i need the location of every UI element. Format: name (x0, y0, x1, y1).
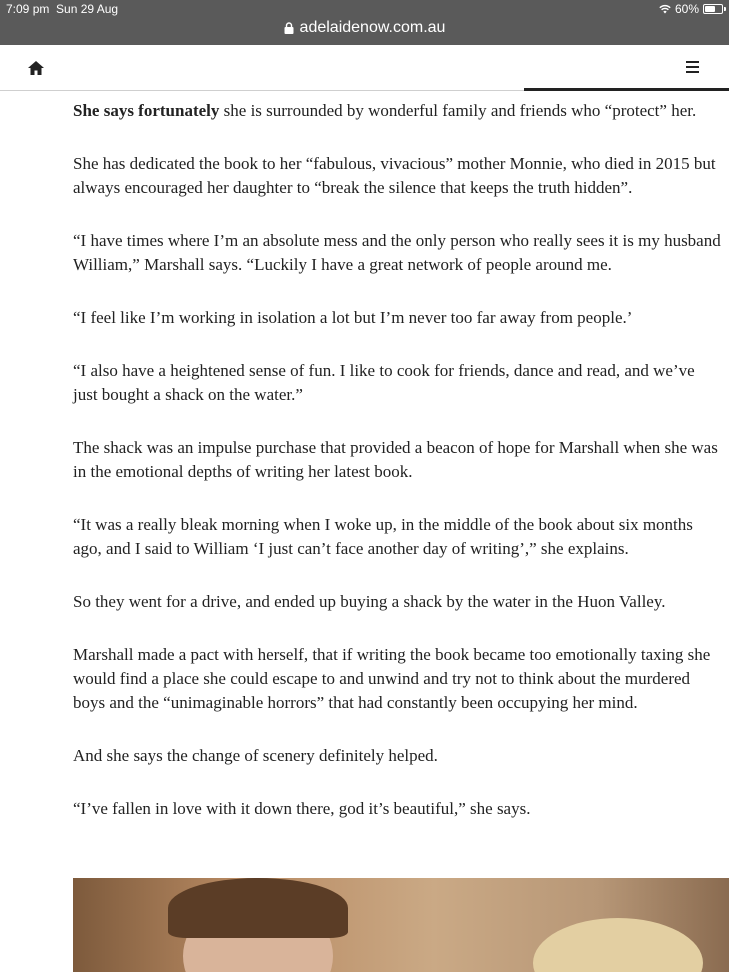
article-paragraph: “It was a really bleak morning when I woke up, in the middle of the book about six months ago, and I said to William ‘I just can’t face another day of writing’,” she explains. (73, 515, 693, 558)
status-time-date (6, 2, 118, 16)
paragraph-bold-lead: She says fortunately (73, 101, 220, 120)
status-time: 7:09 pm (6, 2, 50, 16)
article-paragraph: “I feel like I’m working in isolation a lot but I’m never too far away from people.’ (73, 308, 633, 327)
nav-scroll-indicator (524, 88, 729, 91)
status-date: Sun 29 Aug (56, 2, 119, 16)
article-body (73, 99, 723, 850)
article-paragraph: “I have times where I’m an absolute mess and the only person who really sees it is my husband William,” Marshall says. “Luckily I have a great network of people around me. (73, 231, 721, 274)
article-paragraph: “I also have a heightened sense of fun. I like to cook for friends, dance and read, and we’ve just bought a shack on the water.” (73, 361, 695, 404)
article-paragraph: She has dedicated the book to her “fabulous, vivacious” mother Monnie, who died in 2015 but always encouraged her daughter to “break the silence that keeps the truth hidden”. (73, 154, 716, 197)
home-icon[interactable] (26, 58, 46, 78)
article-photo[interactable] (73, 878, 729, 972)
article-paragraph: So they went for a drive, and ended up buying a shack by the water in the Huon Valley. (73, 592, 666, 611)
article-paragraph: And she says the change of scenery definitely helped. (73, 746, 438, 765)
status-bar (0, 0, 729, 45)
article-paragraph: “I’ve fallen in love with it down there, god it’s beautiful,” she says. (73, 799, 531, 818)
battery-icon (703, 4, 723, 14)
article-paragraph: The shack was an impulse purchase that provided a beacon of hope for Marshall when she was in the emotional depths of writing her latest book. (73, 438, 718, 481)
wifi-icon (659, 4, 671, 14)
battery-fill (705, 6, 715, 12)
photo-person-hair (168, 878, 348, 938)
battery-percent: 60% (674, 2, 699, 16)
url-text: adelaidenow.com.au (299, 19, 446, 36)
address-bar[interactable] (0, 17, 729, 39)
article-paragraph: Marshall made a pact with herself, that if writing the book became too emotionally taxing she would find a place she could escape to and unwind and try not to think about the murdered boys and the “unimaginable horrors” that had constantly been occupying her mind. (73, 645, 711, 712)
site-nav-bar (0, 45, 729, 91)
photo-second-person-hair (533, 918, 703, 972)
hamburger-menu-icon[interactable] (684, 59, 702, 75)
article-paragraph (73, 99, 723, 123)
status-indicators (659, 2, 723, 16)
paragraph-text: she is surrounded by wonderful family and friends who “protect” her. (219, 101, 697, 120)
lock-icon (284, 22, 294, 34)
